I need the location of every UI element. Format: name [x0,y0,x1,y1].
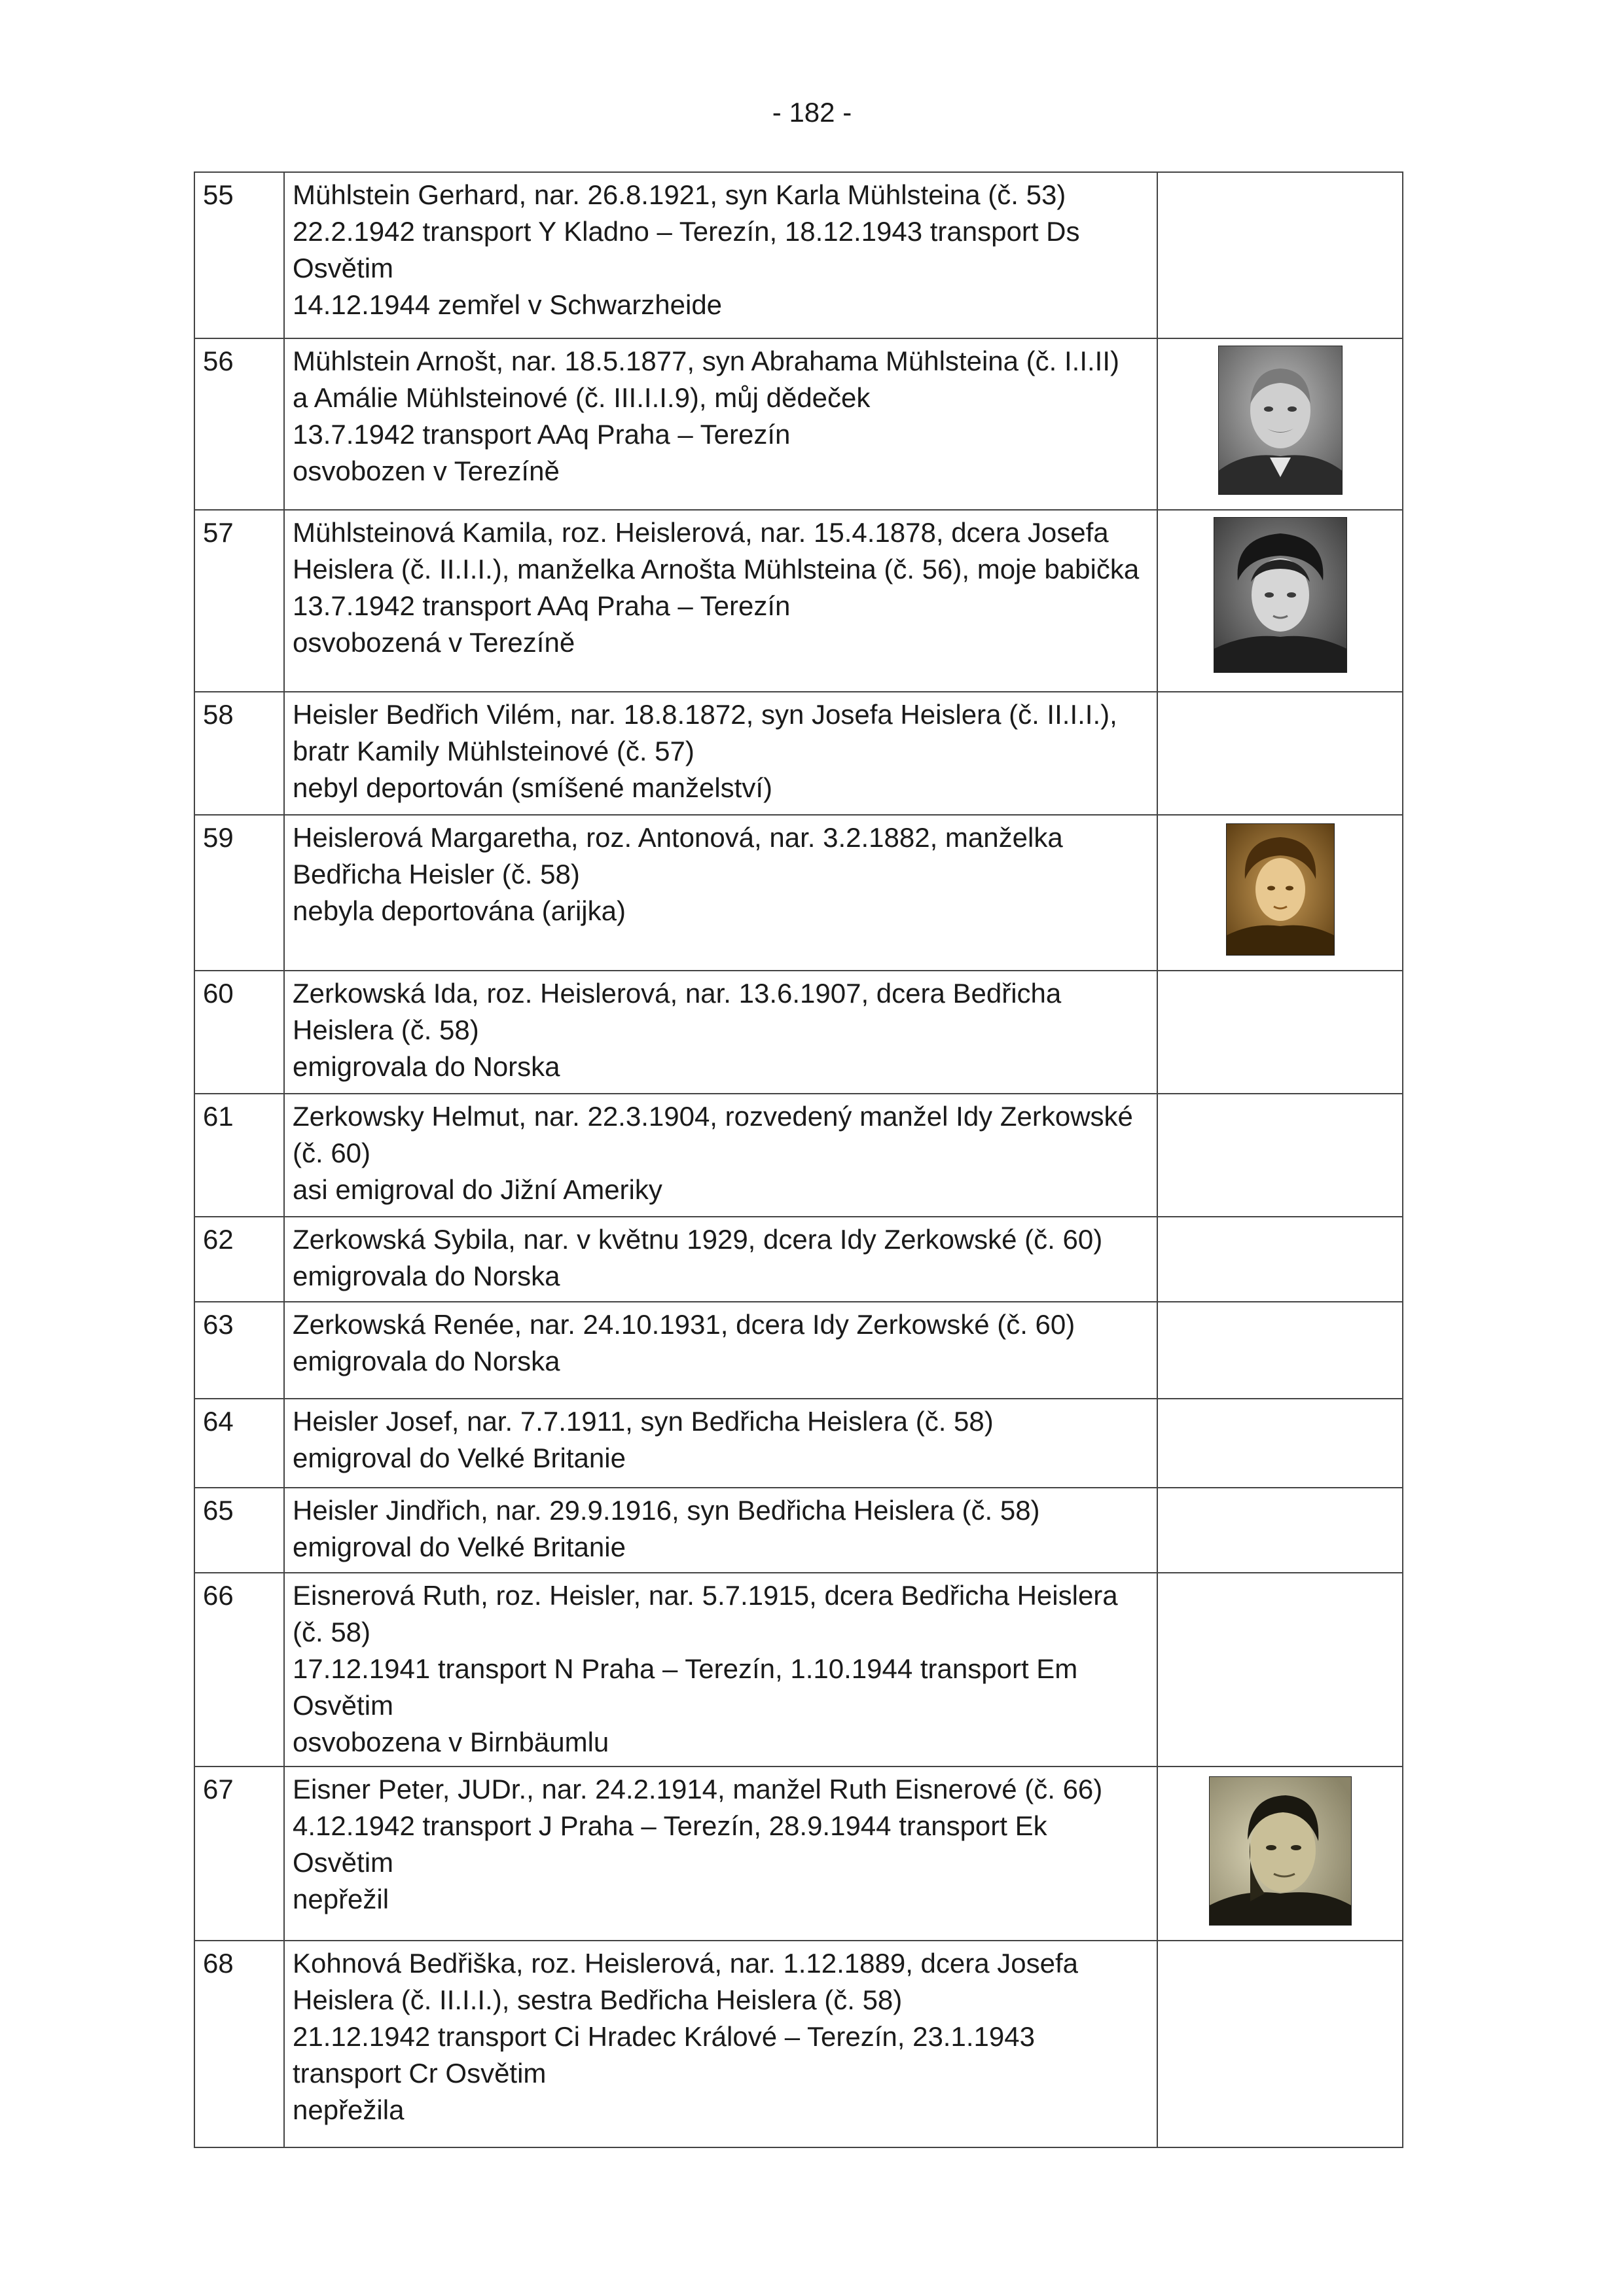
entry-line: Eisnerová Ruth, roz. Heisler, nar. 5.7.1915, dcera Bedřicha Heislera [293,1580,1118,1611]
entry-number: 60 [194,971,284,1094]
entry-line: 4.12.1942 transport J Praha – Terezín, 28.9.1944 transport Ek [293,1810,1047,1841]
photo-cell [1157,692,1403,815]
entry-line: (č. 60) [293,1138,371,1168]
entry-description [284,1094,1157,1217]
entry-line: osvobozená v Terezíně [293,627,575,658]
entry-line: (č. 58) [293,1617,371,1647]
portrait-photo [1209,1776,1352,1926]
table-row [194,172,1403,338]
entry-number: 68 [194,1941,284,2147]
photo-cell [1157,1767,1403,1941]
portrait-photo [1214,517,1347,673]
entry-description [284,692,1157,815]
entry-line: 13.7.1942 transport AAq Praha – Terezín [293,590,791,621]
table-row [194,510,1403,692]
entry-description [284,338,1157,510]
entry-number: 58 [194,692,284,815]
entry-line: nebyla deportována (arijka) [293,895,626,926]
photo-cell [1157,1488,1403,1573]
table-row [194,815,1403,971]
entry-line: Kohnová Bedřiška, roz. Heislerová, nar. 1.12.1889, dcera Josefa [293,1948,1079,1979]
entry-line: emigroval do Velké Britanie [293,1532,626,1562]
entry-line: 21.12.1942 transport Ci Hradec Králové – Terezín, 23.1.1943 [293,2021,1035,2052]
entry-number: 66 [194,1573,284,1767]
entry-line: Zerkowská Ida, roz. Heislerová, nar. 13.6.1907, dcera Bedřicha [293,978,1062,1009]
photo-cell [1157,338,1403,510]
entry-line: 14.12.1944 zemřel v Schwarzheide [293,289,723,320]
entry-line: a Amálie Mühlsteinové (č. III.I.I.9), můj dědeček [293,382,871,413]
entry-line: Osvětim [293,253,394,283]
photo-cell [1157,1094,1403,1217]
entry-line: Mühlsteinová Kamila, roz. Heislerová, nar. 15.4.1878, dcera Josefa [293,517,1109,548]
table-row [194,1302,1403,1399]
entry-line: emigroval do Velké Britanie [293,1443,626,1473]
photo-cell [1157,1941,1403,2147]
entry-line: Heislera (č. II.I.I.), sestra Bedřicha Heislera (č. 58) [293,1984,903,2015]
table-row [194,1941,1403,2147]
page-number: - 182 - [772,97,852,128]
entry-line: Heisler Josef, nar. 7.7.1911, syn Bedřicha Heislera (č. 58) [293,1406,994,1437]
entry-line: nepřežila [293,2094,405,2125]
entry-line: Heislera (č. II.I.I.), manželka Arnošta Mühlsteina (č. 56), moje babička [293,554,1140,584]
portrait-photo [1226,823,1335,956]
table-row [194,1488,1403,1573]
photo-cell [1157,1302,1403,1399]
entry-description [284,1941,1157,2147]
entry-number: 57 [194,510,284,692]
entry-number: 65 [194,1488,284,1573]
entry-line: Heisler Bedřich Vilém, nar. 18.8.1872, syn Josefa Heislera (č. II.I.I.), [293,699,1117,730]
table-row [194,692,1403,815]
table-row [194,1094,1403,1217]
entry-number: 61 [194,1094,284,1217]
entry-line: 17.12.1941 transport N Praha – Terezín, 1.10.1944 transport Em [293,1653,1078,1684]
entry-description [284,971,1157,1094]
entry-description [284,1488,1157,1573]
entry-number: 55 [194,172,284,338]
entry-line: Heisler Jindřich, nar. 29.9.1916, syn Bedřicha Heislera (č. 58) [293,1495,1040,1526]
entry-description [284,815,1157,971]
entry-line: Heislera (č. 58) [293,1014,479,1045]
photo-cell [1157,1217,1403,1302]
entry-description [284,172,1157,338]
entry-description [284,1767,1157,1941]
entry-line: emigrovala do Norska [293,1261,560,1291]
table-row [194,971,1403,1094]
table-row [194,1573,1403,1767]
entry-line: transport Cr Osvětim [293,2058,547,2089]
table-row [194,1217,1403,1302]
entry-line: 13.7.1942 transport AAq Praha – Terezín [293,419,791,450]
entry-line: Zerkowsky Helmut, nar. 22.3.1904, rozvedený manžel Idy Zerkowské [293,1101,1133,1132]
entry-number: 56 [194,338,284,510]
entry-line: Mühlstein Arnošt, nar. 18.5.1877, syn Abrahama Mühlsteina (č. I.I.II) [293,346,1119,376]
photo-cell [1157,510,1403,692]
table-row [194,1767,1403,1941]
photo-cell [1157,815,1403,971]
entry-line: osvobozen v Terezíně [293,456,560,486]
photo-cell [1157,172,1403,338]
entry-line: nebyl deportován (smíšené manželství) [293,772,773,803]
entry-description [284,1302,1157,1399]
entry-line: nepřežil [293,1884,389,1914]
table-row [194,1399,1403,1488]
entry-line: 22.2.1942 transport Y Kladno – Terezín, 18.12.1943 transport Ds [293,216,1080,247]
entry-description [284,510,1157,692]
entry-description [284,1573,1157,1767]
entry-number: 62 [194,1217,284,1302]
entry-line: emigrovala do Norska [293,1051,560,1082]
entry-line: bratr Kamily Mühlsteinové (č. 57) [293,736,695,766]
entry-description [284,1217,1157,1302]
entry-number: 59 [194,815,284,971]
photo-cell [1157,1399,1403,1488]
entry-line: Zerkowská Sybila, nar. v květnu 1929, dcera Idy Zerkowské (č. 60) [293,1224,1103,1255]
entry-line: Mühlstein Gerhard, nar. 26.8.1921, syn Karla Mühlsteina (č. 53) [293,179,1066,210]
photo-cell [1157,971,1403,1094]
entry-description [284,1399,1157,1488]
table-row [194,338,1403,510]
entry-line: Eisner Peter, JUDr., nar. 24.2.1914, manžel Ruth Eisnerové (č. 66) [293,1774,1103,1804]
entry-line: osvobozena v Birnbäumlu [293,1727,609,1757]
entry-number: 67 [194,1767,284,1941]
entry-line: Osvětim [293,1690,394,1721]
entry-line: Osvětim [293,1847,394,1878]
entry-line: Zerkowská Renée, nar. 24.10.1931, dcera Idy Zerkowské (č. 60) [293,1309,1075,1340]
family-registry-table [194,171,1403,2148]
entry-line: asi emigroval do Jižní Ameriky [293,1174,662,1205]
portrait-photo [1218,346,1343,495]
entry-number: 63 [194,1302,284,1399]
entry-line: Bedřicha Heisler (č. 58) [293,859,580,889]
entry-line: emigrovala do Norska [293,1346,560,1376]
entry-line: Heislerová Margaretha, roz. Antonová, nar. 3.2.1882, manželka [293,822,1063,853]
photo-cell [1157,1573,1403,1767]
entry-number: 64 [194,1399,284,1488]
